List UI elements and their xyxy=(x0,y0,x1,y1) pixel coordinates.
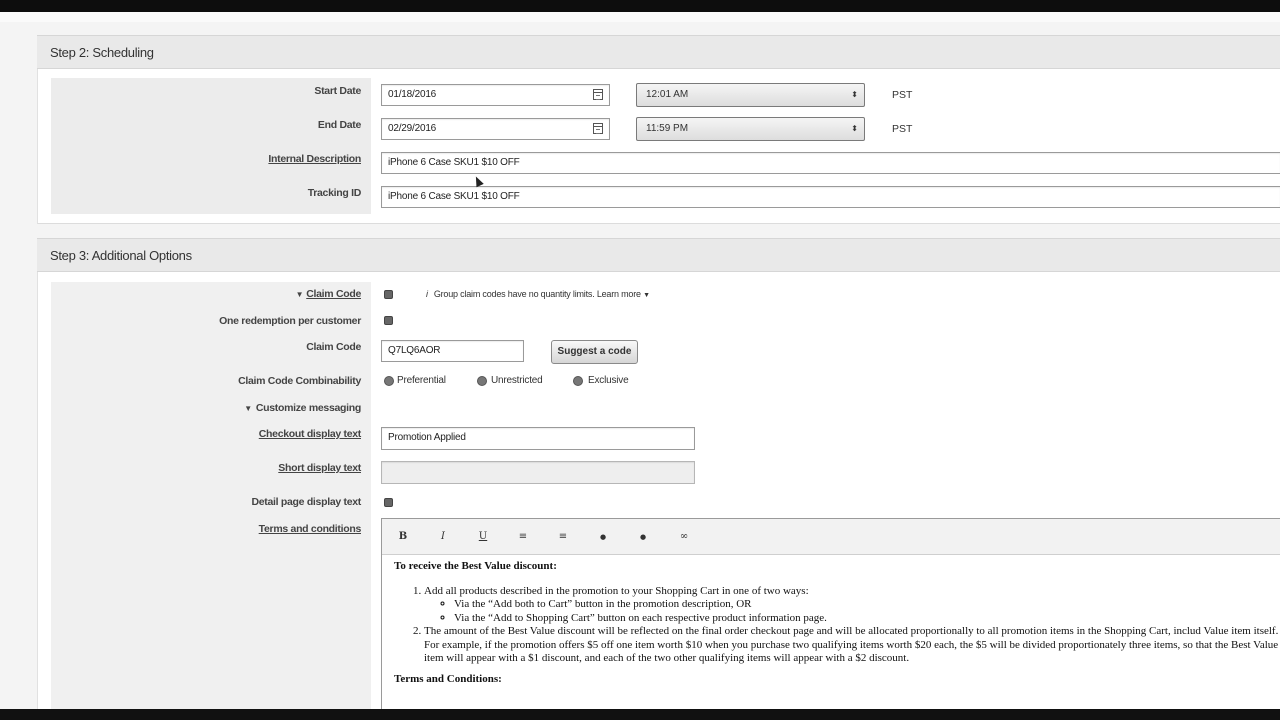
combinability-label: Claim Code Combinability xyxy=(238,375,361,387)
top-strip xyxy=(0,12,1280,22)
radio-unrestricted[interactable] xyxy=(477,376,487,386)
caret-down-icon: ▼ xyxy=(643,292,650,299)
short-display-label[interactable]: Short display text xyxy=(278,462,361,474)
radio-exclusive-label: Exclusive xyxy=(588,375,629,386)
claim-code-info-text: Group claim codes have no quantity limits. xyxy=(433,289,595,299)
bulleted-list-icon[interactable]: ≡ xyxy=(558,531,568,542)
triangle-down-icon: ▼ xyxy=(244,404,252,413)
customize-messaging-label: Customize messaging xyxy=(255,402,361,414)
suggest-code-button[interactable]: Suggest a code xyxy=(551,340,638,364)
radio-preferential[interactable] xyxy=(384,376,394,386)
underline-icon[interactable]: U xyxy=(478,531,488,542)
radio-unrestricted-label: Unrestricted xyxy=(491,375,543,386)
start-date-value: 01/18/2016 xyxy=(388,89,437,100)
editor-heading: To receive the Best Value discount: xyxy=(394,560,557,572)
sub-list-item: ◦ Via the “Add to Shopping Cart” button on each respective product information page. xyxy=(454,612,1279,626)
terms-editor[interactable] xyxy=(381,518,1280,709)
checkout-display-input[interactable]: Promotion Applied xyxy=(381,427,695,450)
claim-code-info xyxy=(426,289,650,299)
short-display-input[interactable] xyxy=(381,461,695,484)
numbered-list-icon[interactable]: ≡ xyxy=(518,531,528,542)
learn-more-link[interactable]: Learn more xyxy=(596,289,641,299)
start-date-input[interactable] xyxy=(381,84,610,106)
end-date-label: End Date xyxy=(317,119,361,131)
claim-code-toggle[interactable] xyxy=(296,288,361,300)
list-item xyxy=(424,585,1279,626)
terms-conditions-label[interactable]: Terms and conditions xyxy=(258,523,361,535)
tracking-id-label: Tracking ID xyxy=(307,187,361,199)
internal-description-input[interactable]: iPhone 6 Case SKU1 $10 OFF xyxy=(381,152,1280,174)
editor-content[interactable] xyxy=(394,560,1279,686)
terms-ordered-list xyxy=(394,585,1279,666)
start-time-select[interactable] xyxy=(636,83,865,107)
claim-code-toggle-label: Claim Code xyxy=(306,288,361,300)
end-timezone: PST xyxy=(892,123,913,135)
detail-page-label: Detail page display text xyxy=(251,496,361,508)
start-timezone: PST xyxy=(892,89,913,101)
list-item: 2. The amount of the Best Value discount will be reflected on the final order checkout page and will be allocated proportionally to all promotion items in the Shopping Cart, includ Value item itself. For example, if the promotion offers $5 off one item worth $10 when you purchase two qualifying items worth $20 each, the $5 will be divided proportionately three items, so that the Best Value item will appear with a $1 discount, and each of the two other qualifying items will appear with a $2 discount. xyxy=(424,625,1279,666)
list-item-text: Add all products described in the promotion to your Shopping Cart in one of two ways: xyxy=(424,584,809,597)
indent-icon[interactable]: ● xyxy=(639,533,647,541)
claim-code-checkbox[interactable] xyxy=(384,290,393,299)
step3-header: Step 3: Additional Options xyxy=(37,238,1280,272)
bold-icon[interactable]: B xyxy=(398,531,408,542)
end-time-select[interactable] xyxy=(636,117,865,141)
end-date-input[interactable] xyxy=(381,118,610,140)
link-icon[interactable]: ∞ xyxy=(679,531,689,542)
step2-header: Step 2: Scheduling xyxy=(37,35,1280,69)
select-arrow-icon: ⬍ xyxy=(851,90,858,99)
window-top-bar xyxy=(0,0,1280,12)
italic-icon[interactable]: I xyxy=(441,531,445,542)
outdent-icon[interactable]: ● xyxy=(599,533,607,541)
radio-exclusive[interactable] xyxy=(573,376,583,386)
editor-toolbar xyxy=(382,519,1280,555)
select-arrow-icon: ⬍ xyxy=(851,124,858,133)
info-icon: i xyxy=(426,289,428,299)
triangle-down-icon: ▼ xyxy=(295,290,304,299)
radio-preferential-label: Preferential xyxy=(397,375,446,386)
end-time-value: 11:59 PM xyxy=(646,123,689,134)
terms-sub-list xyxy=(424,598,1279,625)
start-date-label: Start Date xyxy=(314,85,361,97)
sub-list-item: ◦ Via the “Add both to Cart” button in the promotion description, OR xyxy=(454,598,1279,612)
calendar-icon[interactable] xyxy=(593,89,603,100)
customize-messaging-toggle[interactable] xyxy=(244,402,361,414)
one-redemption-checkbox[interactable] xyxy=(384,316,393,325)
claim-code-label: Claim Code xyxy=(306,341,361,353)
calendar-icon[interactable] xyxy=(593,123,603,134)
end-date-value: 02/29/2016 xyxy=(388,123,437,134)
one-redemption-label: One redemption per customer xyxy=(219,315,361,327)
terms-heading: Terms and Conditions: xyxy=(394,672,502,685)
tracking-id-input[interactable]: iPhone 6 Case SKU1 $10 OFF xyxy=(381,186,1280,208)
window-bottom-bar xyxy=(0,709,1280,720)
checkout-display-label[interactable]: Checkout display text xyxy=(258,428,361,440)
claim-code-input[interactable]: Q7LQ6AOR xyxy=(381,340,524,362)
start-time-value: 12:01 AM xyxy=(646,89,689,100)
detail-page-checkbox[interactable] xyxy=(384,498,393,507)
internal-description-label[interactable]: Internal Description xyxy=(268,153,361,165)
